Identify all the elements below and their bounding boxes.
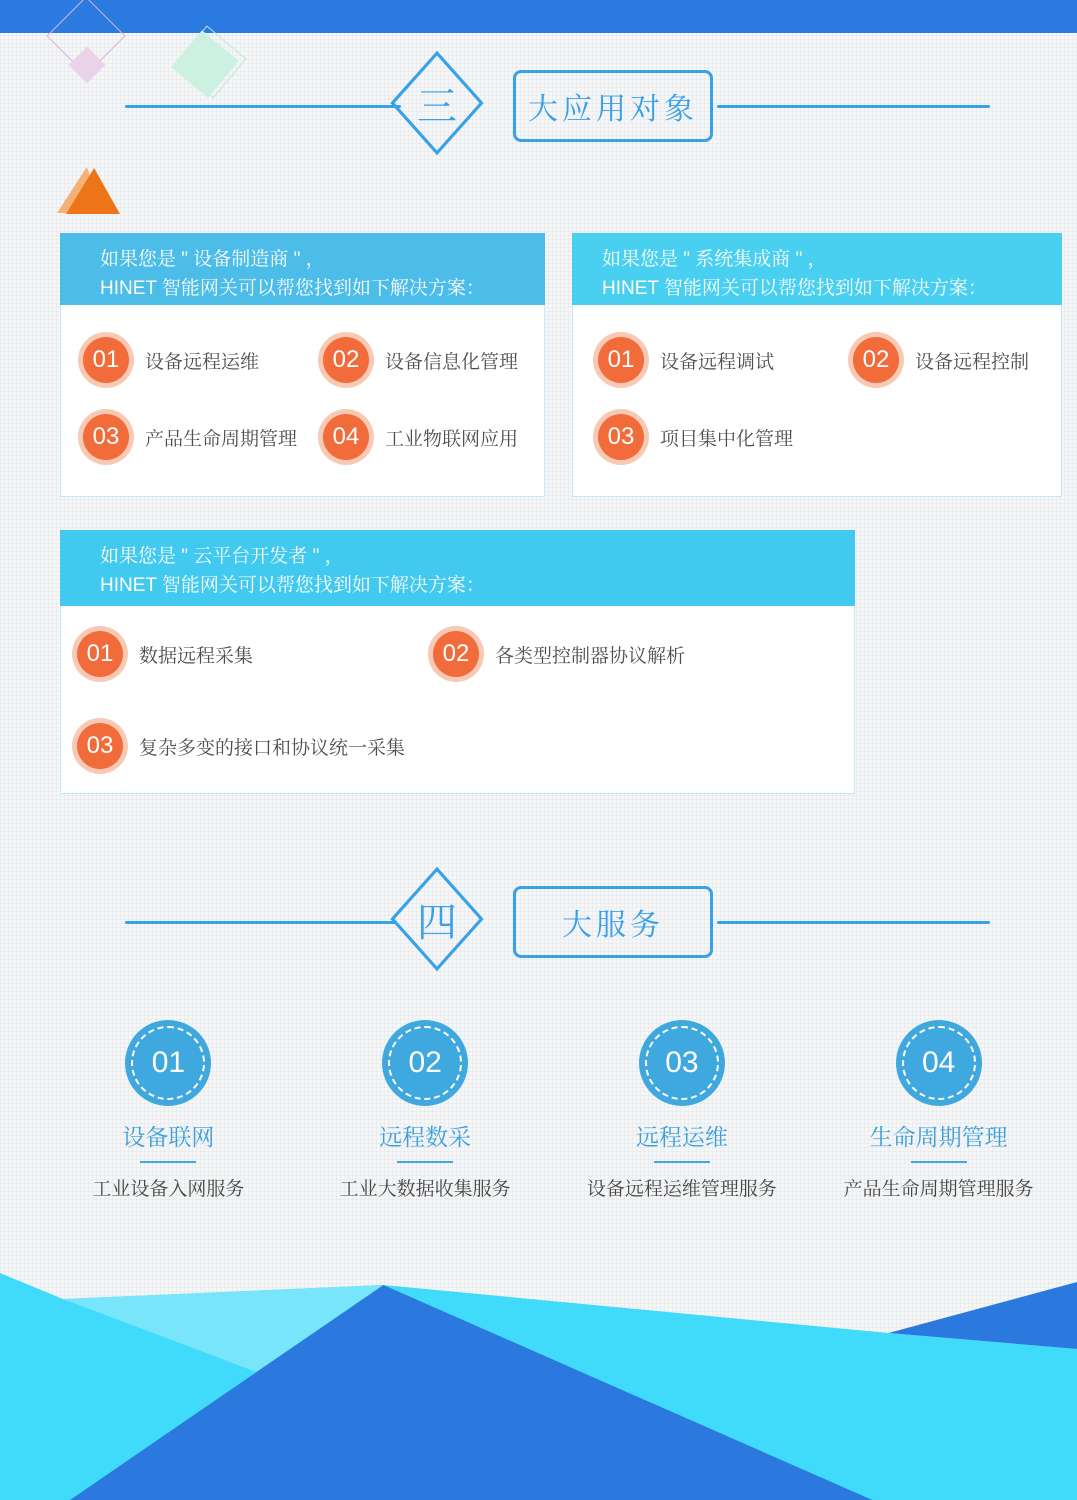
list-item (83, 414, 323, 460)
item-number-badge: 04 (323, 414, 369, 460)
section4-line-left (125, 921, 397, 924)
item-number-badge: 01 (83, 337, 129, 383)
service-number-circle: 03 (639, 1020, 725, 1106)
list-item (853, 337, 1029, 383)
item-number-badge: 01 (77, 631, 123, 677)
service-remote-maintenance (554, 1020, 811, 1201)
item-number-badge: 03 (83, 414, 129, 460)
item-number-badge: 01 (598, 337, 644, 383)
service-underline (140, 1161, 196, 1163)
item-number-badge: 03 (77, 723, 123, 769)
service-description: 产品生命周期管理服务 (843, 1179, 1034, 1200)
card-equipment-manufacturer (60, 233, 545, 497)
service-title: 生命周期管理 (869, 1124, 1008, 1150)
list-item (323, 337, 518, 383)
green-diamond-decoration (171, 30, 239, 98)
section3-number: 三 (417, 85, 457, 129)
card2-header-line1: 如果您是 " 系统集成商 " ， (602, 249, 827, 270)
service-number-circle: 01 (125, 1020, 211, 1106)
item-number-badge: 03 (598, 414, 644, 460)
service-underline (654, 1161, 710, 1163)
service-lifecycle-management (810, 1020, 1067, 1201)
service-description: 工业大数据收集服务 (339, 1179, 511, 1200)
service-underline (397, 1161, 453, 1163)
card2-body (573, 306, 1061, 496)
section3-line-right (717, 105, 990, 108)
card3-body (61, 607, 854, 793)
section3-title: 大应用对象 (528, 93, 698, 126)
item-number-badge: 02 (433, 631, 479, 677)
list-item (598, 337, 853, 383)
top-bar (0, 0, 1077, 33)
service-number-circle: 02 (382, 1020, 468, 1106)
service-description: 设备远程运维管理服务 (586, 1179, 777, 1200)
card3-header-line1: 如果您是 " 云平台开发者 " ， (100, 546, 344, 567)
service-title: 设备联网 (122, 1124, 215, 1150)
list-item (83, 337, 323, 383)
item-label: 数据远程采集 (139, 645, 254, 667)
section4-title-box (513, 886, 713, 958)
service-description: 工业设备入网服务 (92, 1179, 245, 1200)
item-label: 设备远程控制 (915, 351, 1030, 373)
service-title: 远程数采 (379, 1124, 472, 1150)
service-title: 远程运维 (635, 1124, 728, 1150)
item-label: 设备远程调试 (660, 351, 775, 373)
card1-header-line1: 如果您是 " 设备制造商 " ， (100, 249, 325, 270)
section3-line-left (125, 105, 401, 108)
list-item (77, 723, 405, 769)
card-cloud-platform-developer (60, 530, 855, 794)
list-item (598, 414, 853, 460)
list-item (77, 631, 433, 677)
card3-header (60, 530, 855, 606)
list-item (323, 414, 518, 460)
service-device-networking (40, 1020, 297, 1201)
card2-header (572, 233, 1062, 305)
card1-header-line2: HINET 智能网关可以帮您找到如下解决方案： (100, 278, 485, 299)
section3-title-box (513, 70, 713, 142)
item-label: 设备信息化管理 (385, 351, 519, 373)
item-number-badge: 02 (323, 337, 369, 383)
section4-line-right (717, 921, 990, 924)
service-number-circle: 04 (896, 1020, 982, 1106)
bottom-decoration (0, 1250, 1077, 1500)
card3-header-line2: HINET 智能网关可以帮您找到如下解决方案： (100, 575, 485, 596)
card2-header-line2: HINET 智能网关可以帮您找到如下解决方案： (602, 278, 987, 299)
section4-title: 大服务 (562, 909, 664, 942)
service-underline (911, 1161, 967, 1163)
card-system-integrator (572, 233, 1062, 497)
item-label: 设备远程运维 (145, 351, 260, 373)
list-item (433, 631, 685, 677)
services-row (40, 1020, 1067, 1201)
item-label: 项目集中化管理 (660, 428, 794, 450)
item-label: 工业物联网应用 (385, 428, 519, 450)
card1-header (60, 233, 545, 305)
item-label: 复杂多变的接口和协议统一采集 (139, 737, 406, 759)
service-remote-data-acquisition (297, 1020, 554, 1201)
item-label: 各类型控制器协议解析 (495, 645, 686, 667)
item-number-badge: 02 (853, 337, 899, 383)
card1-body (61, 306, 544, 496)
item-label: 产品生命周期管理 (145, 428, 298, 450)
section4-number: 四 (417, 901, 457, 945)
